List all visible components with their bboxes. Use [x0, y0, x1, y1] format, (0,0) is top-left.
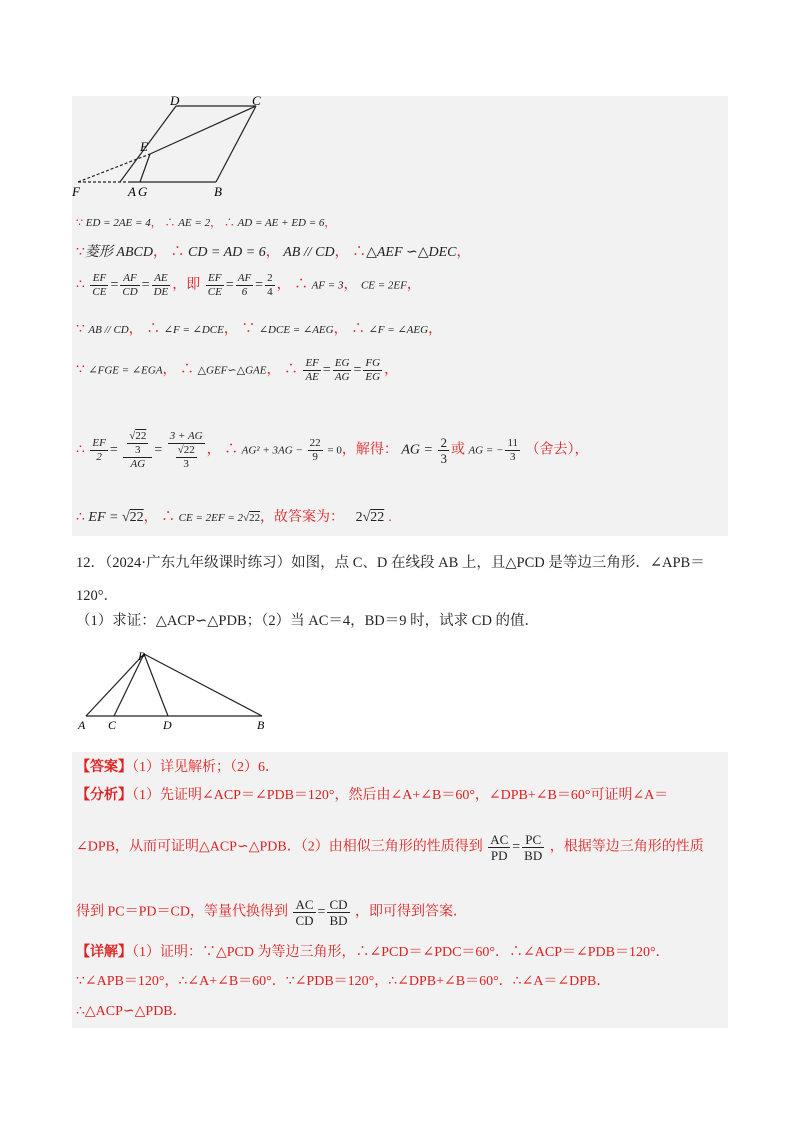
q12-stem-line-1: 12．（2024·广东九年级课时练习）如图，点 C、D 在线段 AB 上，且△PCD 是等边三角形．∠APB＝: [76, 555, 705, 571]
sol11-line-2: ∵菱形 ABCD， ∴ CD = AD = 6， AB // CD， ∴△AEF ∽△DEC，: [76, 245, 471, 260]
label-D: D: [170, 94, 180, 108]
label-G: G: [138, 184, 148, 198]
ans12-detail-2: ∵∠APB＝120°，∴∠A+∠B＝60°．∵∠PDB＝120°，∴∠DPB+∠B＝60°．∴∠A＝∠DPB．: [76, 974, 611, 989]
label-B: B: [214, 184, 222, 198]
ans12-analysis-3: 得到 PC＝PD＝CD，等量代换得到 $\frac{AC}{CD}$ = $\frac{CD}{BD}$ ，即可得到答案．: [76, 897, 467, 928]
label-D2: D: [163, 718, 172, 732]
label-B2: B: [257, 718, 265, 732]
sol11-line-7: ∴ EF = √22， ∴ CE = 2EF = 2√22，故答案为： 2√22 .: [76, 510, 392, 525]
ans12-analysis-2: ∠DPB，从而可证明△ACP∽△PDB．（2）由相似三角形的性质得到 $\frac{AC}{PD}$ = $\frac{PC}{BD}$ ，根据等边三角形的性质: [76, 832, 704, 863]
label-C2: C: [108, 718, 117, 732]
sol11-line-4: ∵ AB // CD， ∴ ∠F = ∠DCE， ∵ ∠DCE = ∠AEG， ∴ ∠F = ∠AEG，: [76, 322, 443, 337]
label-F: F: [72, 184, 80, 198]
q12-stem-line-3: （1）求证：△ACP∽△PDB；（2）当 AC＝4，BD＝9 时，试求 CD 的值．: [76, 613, 540, 629]
label-E: E: [140, 139, 148, 154]
sol11-line-6: ∴ $\frac{EF}{2}$ = $\frac{\frac{√22}{3}}{AG}$ = $\frac{3 + AG}{\frac{√22}{3}}$ ， ∴ AG² + 3AG − $\frac{22}{9}$ = 0，解得： AG = $\frac{2}{3}$ 或 AG = − $\frac{11}{3}$ （舍去），: [76, 430, 589, 470]
ans12-detail-3: ∴△ACP∽△PDB．: [76, 1004, 187, 1019]
label-P: P: [138, 649, 146, 663]
triangle-figure: [76, 646, 276, 732]
ans12-detail-1: 【详解】（1）证明：∵△PCD 为等边三角形，∴∠PCD＝∠PDC＝60°．∴∠ACP＝∠PDB＝120°．: [76, 945, 670, 960]
sol11-line-1: ∵ ED = 2AE = 4， ∴ AE = 2， ∴ AD = AE + ED = 6，: [76, 217, 336, 229]
label-C: C: [252, 94, 261, 108]
label-A2: A: [78, 718, 86, 732]
label-A: A: [128, 184, 136, 198]
q12-stem-line-2: 120°．: [76, 588, 119, 604]
sol11-line-3: ∴ $\frac{EF}{CE}$ = $\frac{AF}{CD}$ = $\frac{AE}{DE}$ ，即 $\frac{EF}{CE}$ = $\frac{AF}{6}$ = $\frac{2}{4}$ ， ∴ AF = 3， CE = 2EF，: [76, 272, 421, 298]
ans12-answer: 【答案】（1）详见解析；（2）6．: [76, 760, 279, 775]
ans12-analysis-1: 【分析】（1）先证明∠ACP＝∠PDB＝120°，然后由∠A+∠B＝60°，∠DPB+∠B＝60°可证明∠A＝: [76, 788, 669, 803]
sol11-line-5: ∵ ∠FGE = ∠EGA， ∴ △GEF∽△GAE， ∴ $\frac{EF}{AE}$ = $\frac{EG}{AG}$ = $\frac{FG}{EG}$ ，: [76, 357, 399, 383]
rhombus-figure: [68, 94, 288, 198]
